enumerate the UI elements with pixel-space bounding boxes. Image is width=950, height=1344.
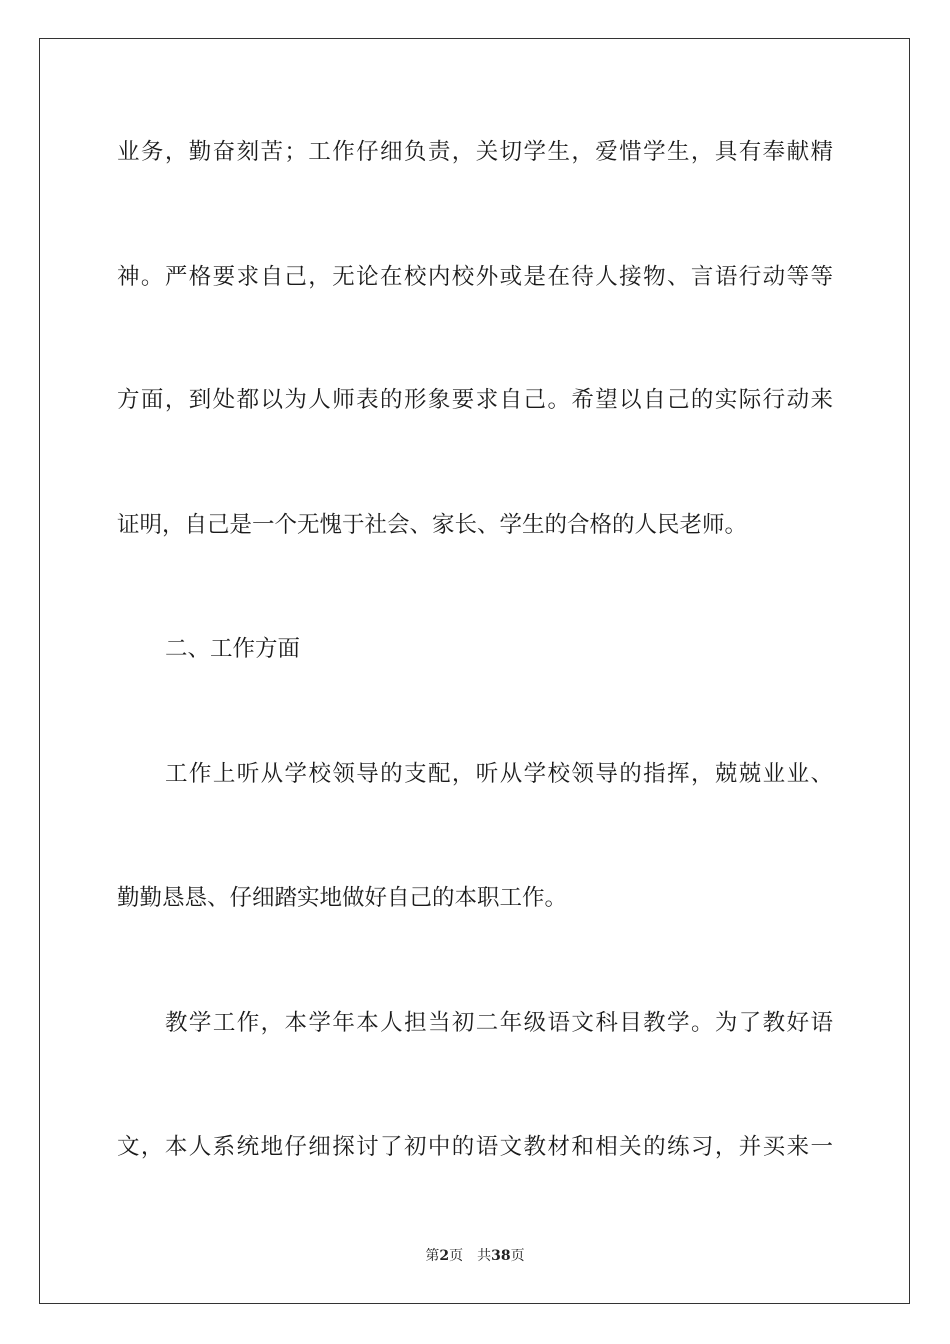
total-suffix: 页 <box>510 1248 525 1264</box>
paragraph-line: 勤勤恳恳、仔细踏实地做好自己的本职工作。 <box>117 885 568 911</box>
page-prefix: 第 <box>425 1248 440 1264</box>
page-border <box>39 38 910 1304</box>
page-footer <box>0 1246 950 1266</box>
paragraph-line: 证明，自己是一个无愧于社会、家长、学生的合格的人民老师。 <box>117 512 748 538</box>
paragraph-line: 文，本人系统地仔细探讨了初中的语文教材和相关的练习，并买来一 <box>117 1134 833 1160</box>
paragraph-line: 业务，勤奋刻苦；工作仔细负责，关切学生，爱惜学生，具有奉献精 <box>117 139 833 165</box>
paragraph-line: 教学工作，本学年本人担当初二年级语文科目教学。为了教好语 <box>165 1010 833 1036</box>
paragraph-line: 工作上听从学校领导的支配，听从学校领导的指挥，兢兢业业、 <box>165 761 833 787</box>
paragraph-line: 神。严格要求自己，无论在校内校外或是在待人接物、言语行动等等 <box>117 264 833 290</box>
section-heading: 二、工作方面 <box>165 636 301 662</box>
page-number: 2 <box>439 1248 450 1264</box>
total-pages: 38 <box>491 1248 511 1264</box>
total-prefix: 共 <box>477 1248 492 1264</box>
paragraph-line: 方面，到处都以为人师表的形象要求自己。希望以自己的实际行动来 <box>117 387 833 413</box>
page-suffix: 页 <box>449 1248 464 1264</box>
